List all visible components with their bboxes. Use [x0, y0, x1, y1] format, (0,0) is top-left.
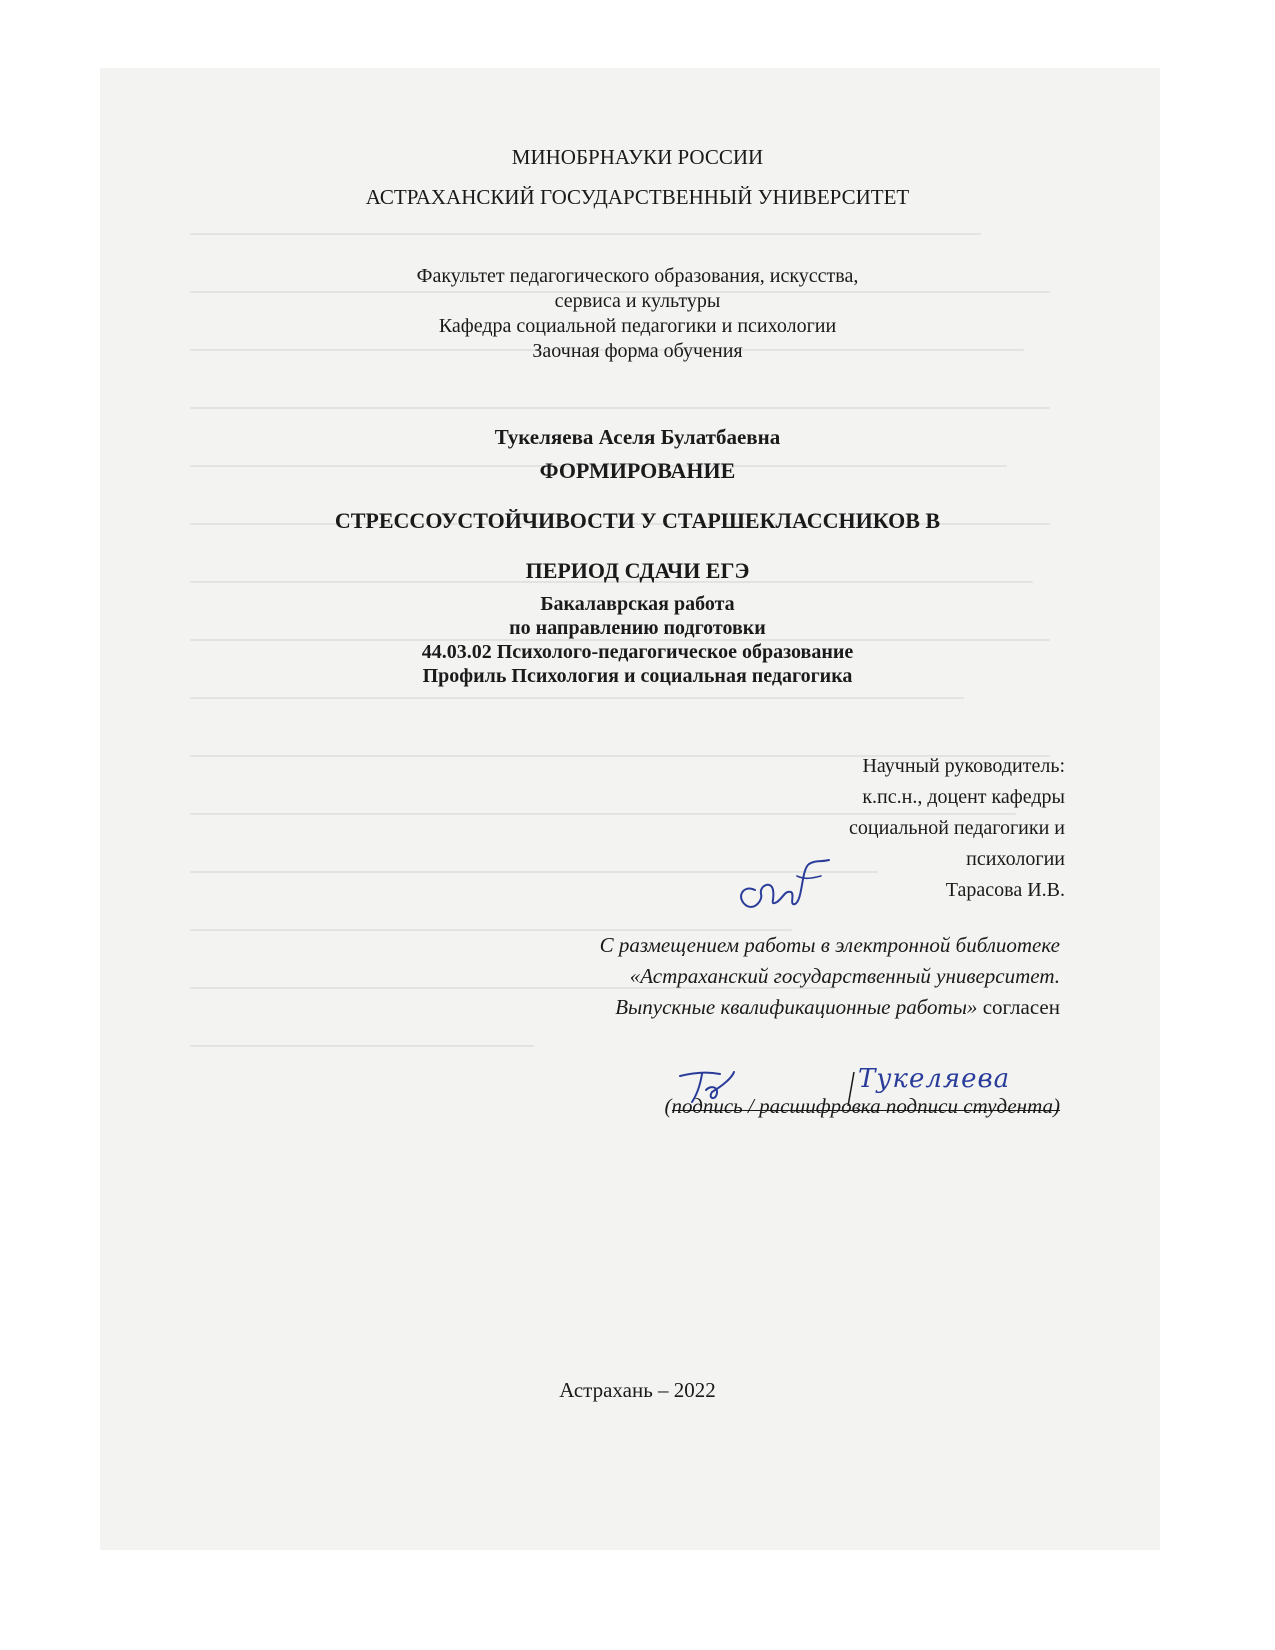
chair-name: Кафедра социальной педагогики и психологии — [438, 315, 837, 337]
consent-agree: согласен — [982, 995, 1060, 1019]
direction-label: по направлению подготовки — [509, 617, 766, 639]
title-line-3: ПЕРИОД СДАЧИ ЕГЭ — [525, 558, 750, 583]
supervisor-chair-2: психологии — [966, 848, 1065, 870]
city-year: Астрахань – 2022 — [559, 1378, 716, 1402]
supervisor-label: Научный руководитель: — [862, 755, 1065, 777]
supervisor-name: Тарасова И.В. — [945, 879, 1065, 901]
consent-line-3-italic: Выпускные квалификационные работы» — [615, 995, 978, 1019]
faculty-line-2: сервиса и культуры — [554, 290, 721, 312]
consent-line-1: С размещением работы в электронной библиотеке — [599, 933, 1060, 957]
consent-line-2: «Астраханский государственный университет. — [629, 964, 1060, 988]
university-name: АСТРАХАНСКИЙ ГОСУДАРСТВЕННЫЙ УНИВЕРСИТЕТ — [365, 185, 910, 209]
department-block — [0, 264, 1275, 364]
thesis-title — [0, 453, 1275, 603]
study-form: Заочная форма обучения — [532, 340, 743, 362]
direction-code: 44.03.02 Психолого-педагогическое образование — [421, 641, 854, 663]
student-name-handwritten: Тукеляева — [858, 1064, 1011, 1094]
ministry-name: МИНОБРНАУКИ РОССИИ — [511, 145, 764, 169]
supervisor-chair-1: социальной педагогики и — [849, 817, 1065, 839]
author-name: Тукеляева Аселя Булатбаевна — [494, 425, 781, 449]
work-info — [0, 592, 1275, 688]
work-type: Бакалаврская работа — [540, 593, 735, 615]
faculty-line-1: Факультет педагогического образования, искусства, — [416, 265, 859, 287]
consent-line-3 — [420, 992, 1060, 1023]
supervisor-degree: к.пс.н., доцент кафедры — [862, 786, 1065, 808]
signature-caption: (подпись / расшифровка подписи студента) — [664, 1094, 1060, 1118]
document-header — [0, 137, 1275, 217]
consent-block — [420, 930, 1060, 1023]
supervisor-signature — [725, 850, 835, 920]
profile-name: Профиль Психология и социальная педагогика — [422, 665, 853, 687]
title-line-2: СТРЕССОУСТОЙЧИВОСТИ У СТАРШЕКЛАССНИКОВ В — [334, 508, 941, 533]
title-line-1: ФОРМИРОВАНИЕ — [539, 458, 736, 483]
